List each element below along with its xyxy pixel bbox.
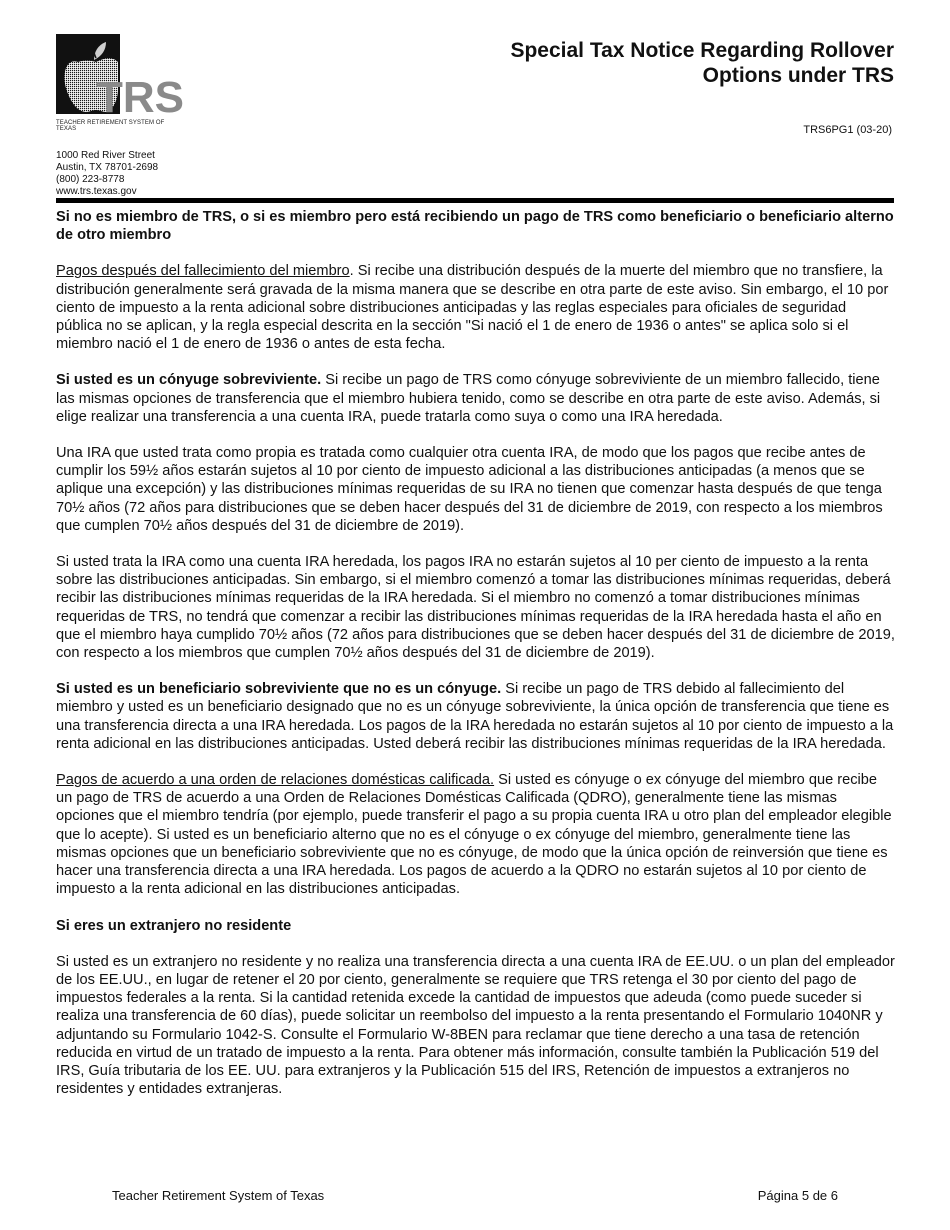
paragraph-text: Si usted es cónyuge o ex cónyuge del miembro que recibe un pago de TRS de acuerdo a una Orden de Relaciones Domésticas Calificada (QDRO), generalmente tiene las mismas opciones que el miembro tendría (por ejemplo, puede transferir el pago a su propia cuenta IRA u otro plan del empleador elegible que lo acepte). Si usted es un beneficiario alterno que no es el cónyuge o ex cónyuge del miembro, generalmente tiene las mismas opciones que un beneficiario sobreviviente que no es cónyuge, de modo que la única opción de reinversión que tiene es hacer una transferencia directa a una IRA heredada. Los pagos de acuerdo a la QDRO no estarán sujetos al 10 por ciento de impuesto a la renta adicional en las distribuciones anticipadas. xyxy=(56,772,892,898)
title-line-1: Special Tax Notice Regarding Rollover xyxy=(510,39,894,62)
address-website: www.trs.texas.gov xyxy=(56,186,137,197)
title-line-2: Options under TRS xyxy=(702,64,894,87)
paragraph-lead: Pagos después del fallecimiento del miembro xyxy=(56,263,350,280)
section-heading-non-member: Si no es miembro de TRS, o si es miembro pero está recibiendo un pago de TRS como beneficiario o beneficiario alterno de otro miembro xyxy=(56,209,894,244)
address-phone: (800) 223-8778 xyxy=(56,174,125,185)
paragraph-lead: Pagos de acuerdo a una orden de relaciones domésticas calificada. xyxy=(56,772,495,789)
paragraph-own-ira: Una IRA que usted trata como propia es tratada como cualquier otra cuenta IRA, de modo que los pagos que recibe antes de cumplir los 59½ años estarán sujetos al 10 por ciento de impuesto adicional a las distribuciones anticipadas (a menos que se aplique una excepción) y las distribuciones mínimas requeridas de su IRA no tienen que comenzar hasta después de que tenga 70½ años (72 años para distribuciones que se deben hacer después del 31 de diciembre de 2019, con respecto a los miembros que cumplen 70½ años después del 31 de diciembre de 2019). xyxy=(56,445,883,534)
footer-page-number: Página 5 de 6 xyxy=(757,1188,838,1203)
address-city: Austin, TX 78701-2698 xyxy=(56,162,159,173)
paragraph-lead: Si usted es un cónyuge sobreviviente. xyxy=(56,372,322,389)
paragraph-nonresident-alien: Si usted es un extranjero no residente y no realiza una transferencia directa a una cuenta IRA de EE.UU. o un plan del empleador de los EE.UU., en lugar de retener el 20 por ciento, generalmente se requiere que TRS retenga el 30 por ciento del pago de impuestos federales a la renta. Si la cantidad retenida excede la cantidad de impuestos que adeuda (como puede suceder si realiza una transferencia de 60 días), puede solicitar un reembolso del impuesto a la renta presentando el Formulario 1040NR y adjuntando su Formulario 1042-S. Consulte el Formulario W-8BEN para reclamar que tiene derecho a una tasa de retención reducida en virtud de un tratado de impuesto a la renta. Para obtener más información, consulte también la Publicación 519 del IRS, Guía tributaria de los EE. UU. para extranjeros y la Publicación 515 del IRS, Retención de impuestos a extranjeros no residentes y entidades extranjeras. xyxy=(56,953,895,1098)
paragraph-text: . Si recibe una distribución después de la muerte del miembro que no transfiere, la distribución generalmente será gravada de la misma manera que se describe en otra parte de este aviso. Sin embargo, el 10 por ciento de impuesto a la renta adicional sobre distribuciones anticipadas y las reglas especiales para oficiales de seguridad pública no se aplican, y la regla especial descrita en la sección "Si nació el 1 de enero de 1936 o antes" se aplica solo si el miembro nació el 1 de enero de 1936 o antes de esta fecha. xyxy=(56,263,889,353)
page-title xyxy=(510,38,894,88)
form-number: TRS6PG1 (03-20) xyxy=(803,124,892,136)
paragraph-lead: Si usted es un beneficiario sobreviviente que no es un cónyuge. xyxy=(56,681,502,698)
paragraph-non-spouse-beneficiary xyxy=(56,680,896,753)
paragraph-surviving-spouse xyxy=(56,371,896,426)
svg-text:TRS: TRS xyxy=(96,73,184,122)
paragraph-inherited-ira: Si usted trata la IRA como una cuenta IRA heredada, los pagos IRA no estarán sujetos al 10 per ciento de impuesto a la renta sobre las distribuciones anticipadas. Sin embargo, si el miembro comenzó a tomar las distribuciones mínimas requeridas, deberá recibir las distribuciones mínimas requeridas de la IRA heredada. Si el miembro no comenzó a tomar distribuciones mínimas requeridas de TRS, no tendrá que comenzar a recibir las distribuciones mínimas requeridas de la IRA heredada hasta el año en que el miembro haya cumplido 70½ años (72 años para distribuciones que se deben hacer después del 31 de diciembre de 2019, con respecto a los miembros que cumplen 70½ años después del 31 de diciembre de 2019). xyxy=(56,554,895,662)
document-body xyxy=(56,208,896,1116)
logo-subtitle: TEACHER RETIREMENT SYSTEM OF TEXAS xyxy=(56,120,165,132)
section-heading-nonresident: Si eres un extranjero no residente xyxy=(56,917,292,934)
header-divider xyxy=(56,198,894,203)
trs-logo xyxy=(56,34,184,130)
footer-organization: Teacher Retirement System of Texas xyxy=(112,1188,325,1203)
paragraph-text: Si recibe un pago de TRS como cónyuge sobreviviente de un miembro fallecido, tiene las mismas opciones de transferencia que el miembro hubiera tenido, como se describe en otra parte de este aviso. Además, si elige realizar una transferencia a una cuenta IRA, puede tratarla como suya o como una IRA heredada. xyxy=(56,372,881,425)
paragraph-text: Si recibe un pago de TRS debido al fallecimiento del miembro y usted es un beneficiario designado que no es un cónyuge sobreviviente, la única opción de transferencia que tiene es una transferencia directa a una IRA heredada. Los pagos de la IRA heredada no estarán sujetos al 10 por ciento de impuesto a la renta adicional en las distribuciones anticipadas. Usted deberá recibir las distribuciones mínimas requeridas de la IRA heredada. xyxy=(56,681,894,752)
paragraph-qdro xyxy=(56,771,896,898)
address-street: 1000 Red River Street xyxy=(56,150,155,161)
paragraph-after-death xyxy=(56,262,896,353)
address-block xyxy=(56,150,158,198)
